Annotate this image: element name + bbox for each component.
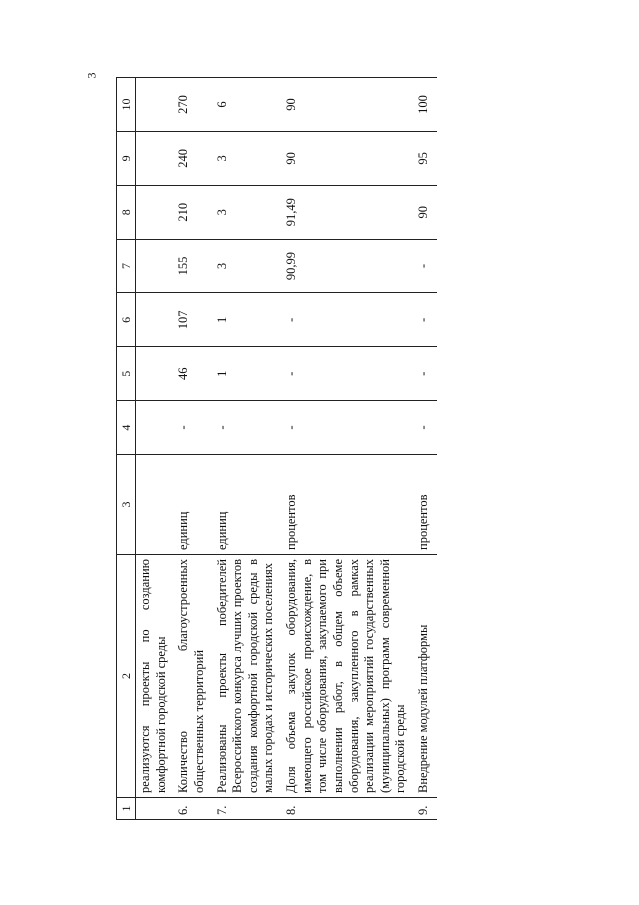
value-cell: 1 xyxy=(213,293,283,347)
value-cell: 270 xyxy=(174,78,212,132)
column-header: 1 xyxy=(117,798,136,820)
table-row xyxy=(136,78,175,820)
value-cell: - xyxy=(414,347,437,401)
unit: процентов xyxy=(282,455,414,555)
column-header: 5 xyxy=(117,347,136,401)
value-cell: - xyxy=(414,401,437,455)
indicator-name: Доля объема закупок оборудования, имеющего российское происхождение, в том числе оборудования, закупаемого при выполнении работ, в общем объеме оборудования, закупленного в рамках реализации мероприятий государственных (муниципальных) программ современной городской среды xyxy=(282,555,414,798)
row-number: 7. xyxy=(213,798,283,820)
value-cell: 95 xyxy=(414,131,437,185)
column-header: 10 xyxy=(117,78,136,132)
value-cell: 90 xyxy=(414,185,437,239)
value-cell xyxy=(136,401,175,455)
row-number: 8. xyxy=(282,798,414,820)
unit: единиц xyxy=(174,455,212,555)
value-cell: 3 xyxy=(213,131,283,185)
column-header: 4 xyxy=(117,401,136,455)
column-header: 8 xyxy=(117,185,136,239)
value-cell xyxy=(136,185,175,239)
unit: процентов xyxy=(414,455,437,555)
value-cell: 240 xyxy=(174,131,212,185)
value-cell: 90 xyxy=(282,78,414,132)
value-cell: 1 xyxy=(213,347,283,401)
value-cell: - xyxy=(414,239,437,293)
table-row xyxy=(282,78,414,820)
value-cell: - xyxy=(213,401,283,455)
value-cell xyxy=(136,293,175,347)
column-header: 7 xyxy=(117,239,136,293)
row-number: 9. xyxy=(414,798,437,820)
value-cell: 90,99 xyxy=(282,239,414,293)
value-cell: 3 xyxy=(213,239,283,293)
value-cell: 107 xyxy=(174,293,212,347)
table-row xyxy=(414,78,437,820)
value-cell xyxy=(136,78,175,132)
value-cell: 90 xyxy=(282,131,414,185)
page-number: 3 xyxy=(84,72,99,79)
value-cell: - xyxy=(282,401,414,455)
value-cell: - xyxy=(414,293,437,347)
value-cell: - xyxy=(282,347,414,401)
value-cell xyxy=(136,347,175,401)
indicator-name: Внедрение модулей платформы xyxy=(414,555,437,798)
unit xyxy=(136,455,175,555)
column-header: 3 xyxy=(117,455,136,555)
unit: единиц xyxy=(213,455,283,555)
value-cell: - xyxy=(174,401,212,455)
indicator-name: Количество благоустроенных общественных территорий xyxy=(174,555,212,798)
value-cell: 100 xyxy=(414,78,437,132)
value-cell: 210 xyxy=(174,185,212,239)
table-row xyxy=(174,78,212,820)
value-cell: 6 xyxy=(213,78,283,132)
value-cell: 91,49 xyxy=(282,185,414,239)
column-header: 2 xyxy=(117,555,136,798)
indicator-name: реализуются проекты по созданию комфортной городской среды xyxy=(136,555,175,798)
column-header: 9 xyxy=(117,131,136,185)
value-cell: - xyxy=(282,293,414,347)
row-number: 6. xyxy=(174,798,212,820)
table-row xyxy=(213,78,283,820)
column-header: 6 xyxy=(117,293,136,347)
header-row xyxy=(117,78,136,820)
value-cell xyxy=(136,239,175,293)
value-cell xyxy=(136,131,175,185)
value-cell: 155 xyxy=(174,239,212,293)
row-number xyxy=(136,798,175,820)
indicators-table xyxy=(116,77,437,820)
indicator-name: Реализованы проекты победителей Всероссийского конкурса лучших проектов создания комфортной городской среды в малых городах и исторических поселениях xyxy=(213,555,283,798)
value-cell: 46 xyxy=(174,347,212,401)
value-cell: 3 xyxy=(213,185,283,239)
